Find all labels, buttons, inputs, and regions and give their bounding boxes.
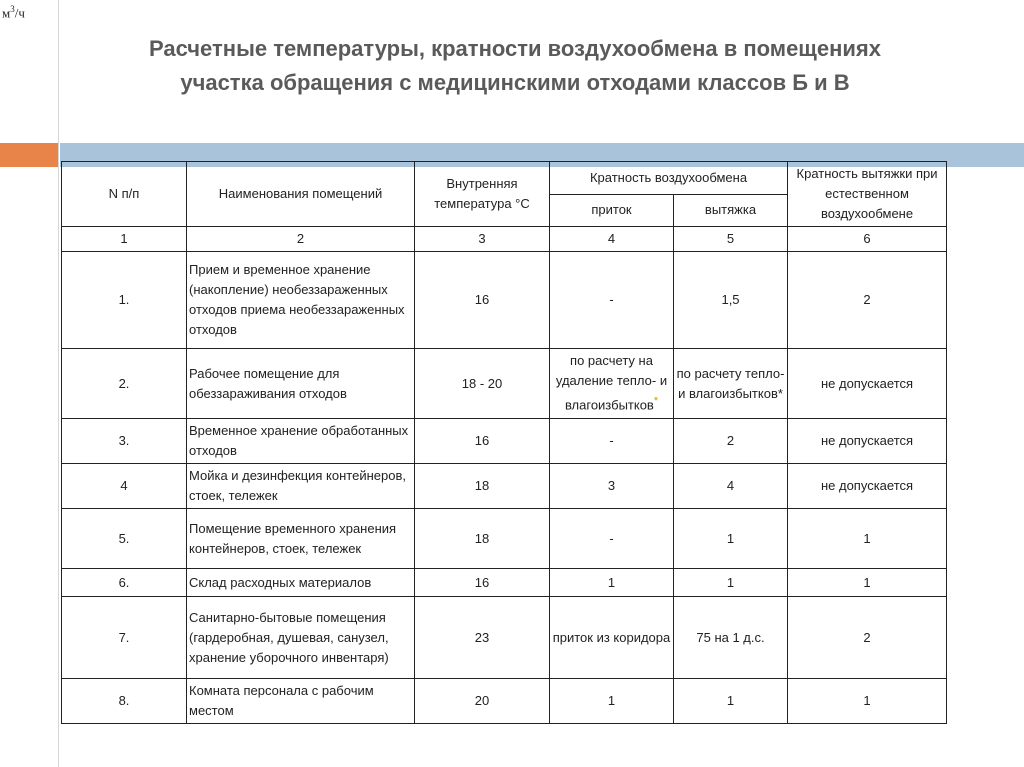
room-name: Склад расходных материалов xyxy=(187,569,415,597)
inflow-value: - xyxy=(550,419,674,464)
row-num: 1. xyxy=(62,252,187,349)
row-num: 4 xyxy=(62,464,187,509)
temperature: 20 xyxy=(415,679,550,724)
row-num: 3. xyxy=(62,419,187,464)
exhaust-value: по расчету тепло- и влагоизбытков* xyxy=(674,349,788,419)
inflow-value: 1 xyxy=(550,679,674,724)
footnote-mark: * xyxy=(653,395,659,408)
col-number: 1 xyxy=(62,227,187,252)
header-air-exchange: Кратность воздухообмена xyxy=(550,162,788,195)
natural-value: 1 xyxy=(788,569,947,597)
exhaust-value: 1 xyxy=(674,509,788,569)
temperature: 23 xyxy=(415,597,550,679)
row-num: 8. xyxy=(62,679,187,724)
header-temp: Внутренняя температура °С xyxy=(415,162,550,227)
temperature: 16 xyxy=(415,569,550,597)
exhaust-value: 75 на 1 д.с. xyxy=(674,597,788,679)
exhaust-value: 1 xyxy=(674,569,788,597)
row-num: 7. xyxy=(62,597,187,679)
inflow-text: по расчету на удаление тепло- и влагоизбытков xyxy=(555,353,668,413)
exhaust-value: 4 xyxy=(674,464,788,509)
room-name: Санитарно-бытовые помещения (гардеробная, душевая, санузел, хранение уборочного инвентаря) xyxy=(187,597,415,679)
col-number: 6 xyxy=(788,227,947,252)
natural-value: 1 xyxy=(788,679,947,724)
room-name: Рабочее помещение для обеззараживания отходов xyxy=(187,349,415,419)
header-exhaust: вытяжка xyxy=(674,194,788,227)
temperature: 18 xyxy=(415,464,550,509)
left-divider xyxy=(58,0,59,767)
table-row xyxy=(62,252,947,349)
exhaust-value: 2 xyxy=(674,419,788,464)
inflow-value: 3 xyxy=(550,464,674,509)
row-num: 6. xyxy=(62,569,187,597)
temperature: 16 xyxy=(415,252,550,349)
room-name: Помещение временного хранения контейнеров, стоек, тележек xyxy=(187,509,415,569)
header-name: Наименования помещений xyxy=(187,162,415,227)
col-number: 3 xyxy=(415,227,550,252)
temperature: 16 xyxy=(415,419,550,464)
exhaust-value: 1 xyxy=(674,679,788,724)
room-name: Комната персонала с рабочим местом xyxy=(187,679,415,724)
room-name: Временное хранение обработанных отходов xyxy=(187,419,415,464)
air-exchange-table xyxy=(61,161,947,724)
table-row xyxy=(62,509,947,569)
inflow-value: - xyxy=(550,509,674,569)
table-row xyxy=(62,349,947,419)
unit-label: $м^3/ч$ xyxy=(2,4,25,21)
inflow-value: - xyxy=(550,252,674,349)
temperature: 18 xyxy=(415,509,550,569)
natural-value: 2 xyxy=(788,597,947,679)
room-name: Мойка и дезинфекция контейнеров, стоек, тележек xyxy=(187,464,415,509)
col-number: 5 xyxy=(674,227,788,252)
header-natural: Кратность вытяжки при естественном воздухообмене xyxy=(788,162,947,227)
exhaust-value: 1,5 xyxy=(674,252,788,349)
accent-bar-orange xyxy=(0,143,58,167)
row-num: 5. xyxy=(62,509,187,569)
inflow-value xyxy=(550,349,674,419)
table-row xyxy=(62,597,947,679)
title-line-1: Расчетные температуры, кратности воздухообмена в помещениях xyxy=(149,36,881,61)
room-name: Прием и временное хранение (накопление) необеззараженных отходов приема необеззараженных отходов xyxy=(187,252,415,349)
natural-value: не допускается xyxy=(788,464,947,509)
inflow-value: приток из коридора xyxy=(550,597,674,679)
header-num: N п/п xyxy=(62,162,187,227)
table-row xyxy=(62,464,947,509)
temperature: 18 - 20 xyxy=(415,349,550,419)
natural-value: 2 xyxy=(788,252,947,349)
natural-value: 1 xyxy=(788,509,947,569)
inflow-value: 1 xyxy=(550,569,674,597)
natural-value: не допускается xyxy=(788,349,947,419)
table-row xyxy=(62,569,947,597)
table-row xyxy=(62,419,947,464)
col-number: 2 xyxy=(187,227,415,252)
col-number: 4 xyxy=(550,227,674,252)
title-line-2: участка обращения с медицинскими отходами классов Б и В xyxy=(180,70,850,95)
table-row xyxy=(62,679,947,724)
row-num: 2. xyxy=(62,349,187,419)
natural-value: не допускается xyxy=(788,419,947,464)
slide-title xyxy=(60,32,970,100)
header-inflow: приток xyxy=(550,194,674,227)
